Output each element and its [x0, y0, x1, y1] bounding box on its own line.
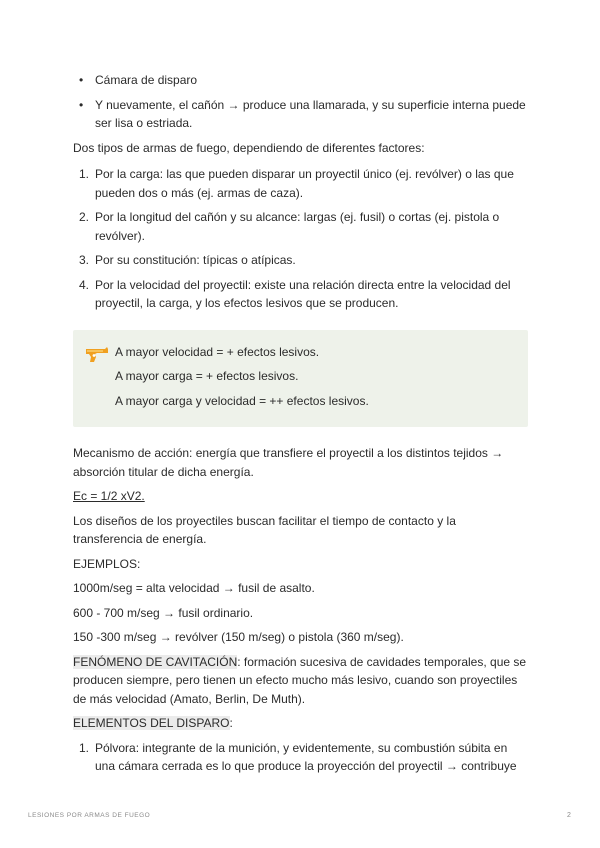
formula: Ec = 1/2 xV2. [73, 489, 145, 503]
mechanism-paragraph: Mecanismo de acción: energía que transfiere el proyectil a los distintos tejidos → absorción titular de dicha energía. [73, 446, 504, 479]
designs-paragraph: Los diseños de los proyectiles buscan facilitar el tiempo de contacto y la transferencia de energía. [73, 513, 456, 546]
examples-label: EJEMPLOS: [73, 556, 141, 571]
footer-title: LESIONES POR ARMAS DE FUEGO [28, 812, 151, 819]
cavitation-term: FENÓMENO DE CAVITACIÓN [73, 654, 238, 669]
callout-line: A mayor velocidad = + efectos lesivos. [115, 344, 320, 359]
example-line: 1000m/seg = alta velocidad → fusil de asalto. [73, 581, 315, 595]
list-item: 2. Por la longitud del cañón y su alcance: largas (ej. fusil) o cortas (ej. pistola o revólver). [79, 210, 500, 243]
list-item: 4. Por la velocidad del proyectil: existe una relación directa entre la velocidad del proyectil, la carga, y los efectos lesivos que se producen. [79, 277, 511, 310]
list-item: 1. Pólvora: integrante de la munición, y evidentemente, su combustión súbita en una cámara cerrada es lo que produce la proyección del proyectil → contribuye [79, 740, 517, 773]
list-item: 1. Por la carga: las que pueden disparar un proyectil único (ej. revólver) o las que pueden dos o más (ej. armas de caza). [79, 167, 514, 200]
factors-list [73, 165, 528, 313]
intro-paragraph: Dos tipos de armas de fuego, dependiendo de diferentes factores: [73, 140, 425, 155]
page-content [73, 71, 528, 776]
list-item: • Cámara de disparo [79, 73, 198, 87]
callout-line: A mayor carga = + efectos lesivos. [115, 369, 299, 383]
gun-icon [85, 346, 109, 364]
cavitation-paragraph: FENÓMENO DE CAVITACIÓN: formación sucesiva de cavidades temporales, que se producen siempre, pero tienen un efecto mucho más lesivo, cuando son proyectiles de más velocidad (Amato, Berlin, De Muth). [73, 654, 527, 706]
list-item: • Y nuevamente, el cañón → produce una llamarada, y su superficie interna puede ser lisa o estriada. [79, 97, 526, 130]
elements-heading: ELEMENTOS DEL DISPARO: [73, 716, 233, 730]
callout-line: A mayor carga y velocidad = ++ efectos lesivos. [115, 393, 369, 408]
page-number: 2 [567, 812, 571, 819]
example-line: 150 -300 m/seg → revólver (150 m/seg) o pistola (360 m/seg). [73, 630, 404, 644]
elements-list [73, 739, 528, 776]
list-item: 3. Por su constitución: típicas o atípicas. [79, 253, 296, 267]
bullet-list [73, 71, 528, 133]
example-line: 600 - 700 m/seg → fusil ordinario. [73, 605, 254, 620]
callout-box [73, 330, 528, 428]
